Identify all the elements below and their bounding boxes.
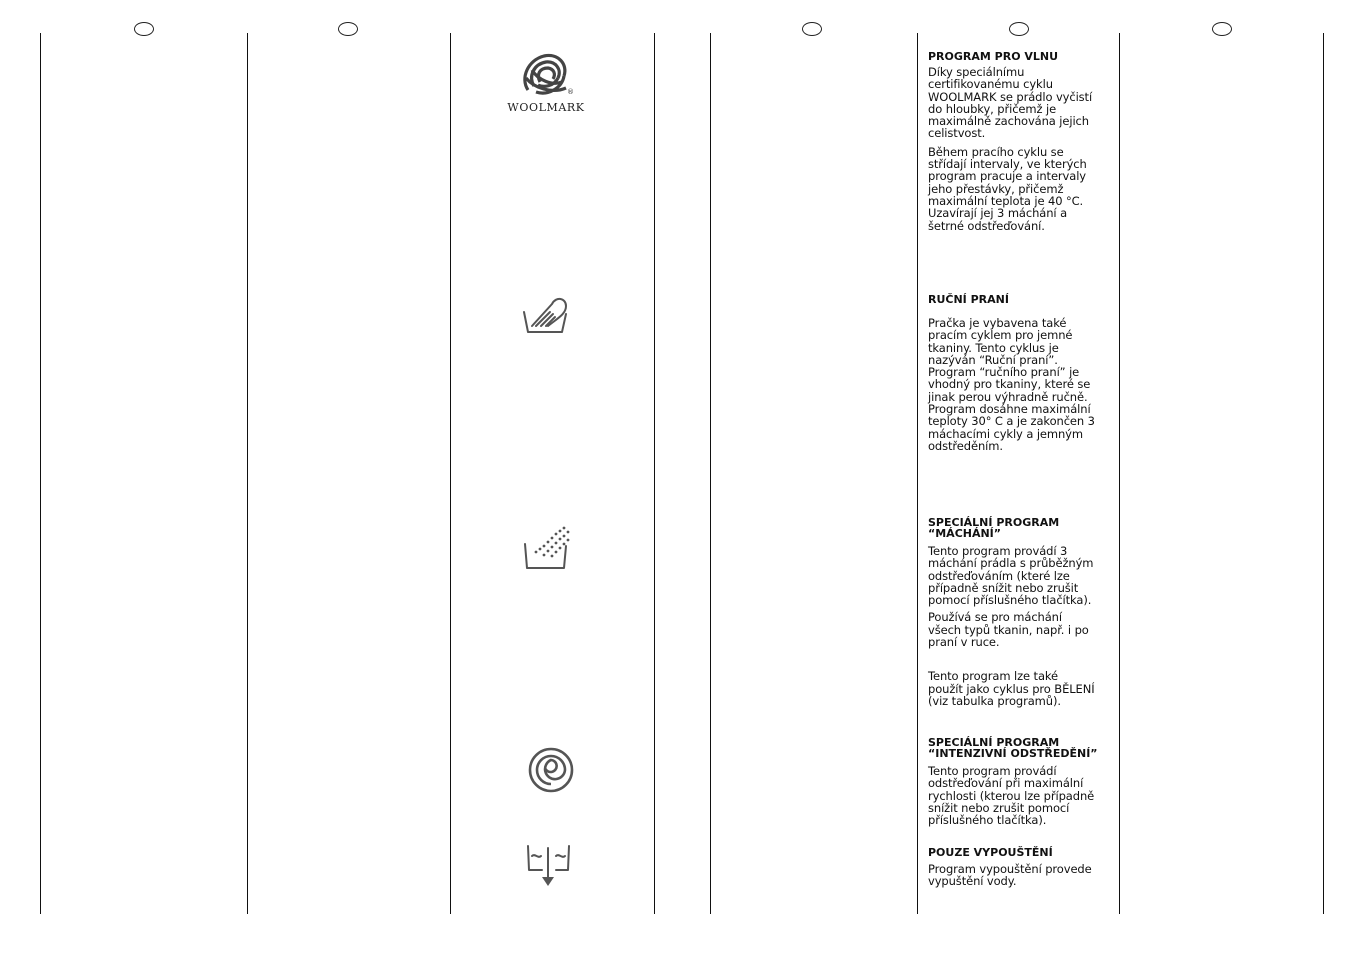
paragraph: Tento program provádí odstřeďování při maximální rychlosti (kterou lze případně snížit nebo zrušit pomocí příslušného tlačítka).	[928, 764, 1095, 828]
language-oval	[134, 22, 154, 36]
intensive-spin-section	[928, 737, 1114, 826]
paragraph: Tento program provádí 3 máchání prádla s průběžným odstřeďováním (které lze případně snížit nebo zrušit pomocí příslušného tlačítka).	[928, 544, 1094, 608]
section-heading: SPECIÁLNÍ PROGRAM “MÁCHÁNÍ”	[928, 516, 1060, 540]
column-divider	[917, 33, 918, 914]
column-divider	[247, 33, 248, 914]
woolmark-logo-icon	[518, 50, 574, 100]
hand-wash-section	[928, 294, 1114, 452]
language-oval	[1212, 22, 1232, 36]
paragraph: Program vypouštění provede vypuštění vody.	[928, 862, 1092, 889]
language-oval	[338, 22, 358, 36]
column-divider	[450, 33, 451, 914]
paragraph: Díky speciálnímu certifikovanému cyklu WOOLMARK se prádlo vyčistí do hloubky, přičemž je maximálně zachována jejich celistvost.	[928, 65, 1093, 141]
section-heading: RUČNÍ PRANÍ	[928, 293, 1009, 306]
woolmark-wordmark: WOOLMARK	[507, 101, 585, 114]
column-divider	[40, 33, 41, 914]
language-oval	[1009, 22, 1029, 36]
column-divider	[1323, 33, 1324, 914]
spin-icon	[527, 746, 575, 794]
section-heading: POUZE VYPOUŠTĚNÍ	[928, 846, 1053, 859]
column-divider	[710, 33, 711, 914]
paragraph: Během pracího cyklu se střídají intervaly, ve kterých program pracuje a intervaly jeho přestávky, přičemž maximální teplota je 40 °C. Uzavírají jej 3 máchání a šetrné odstřeďování.	[928, 144, 1087, 233]
paragraph: Používá se pro máchání všech typů tkanin, např. i po praní v ruce.	[928, 610, 1089, 650]
section-heading: SPECIÁLNÍ PROGRAM “INTENZIVNÍ ODSTŘEDĚNÍ”	[928, 736, 1098, 760]
paragraph: Tento program lze také použít jako cyklus pro BĚLENÍ (viz tabulka programů).	[928, 669, 1095, 708]
column-divider	[1119, 33, 1120, 914]
paragraph: Pračka je vybavena také pracím cyklem pro jemné tkaniny. Tento cyklus je nazýván “Ruční praní”. Program “ručního praní” je vhodný pro tkaniny, které se jinak perou výhradně ručně. Program dosáhne maximální teploty 30° C a je zakončen 3 máchacími cykly a jemným odstředěním.	[928, 316, 1095, 453]
woolmark-registered-mark: ®	[567, 88, 574, 96]
language-oval	[802, 22, 822, 36]
section-heading: PROGRAM PRO VLNU	[928, 50, 1059, 63]
drain-icon	[526, 844, 572, 888]
drain-only-section	[928, 847, 1114, 888]
rinse-icon	[522, 524, 572, 570]
rinse-section	[928, 517, 1114, 707]
wool-program-section	[928, 51, 1114, 232]
hand-wash-icon	[522, 292, 570, 336]
column-divider	[654, 33, 655, 914]
